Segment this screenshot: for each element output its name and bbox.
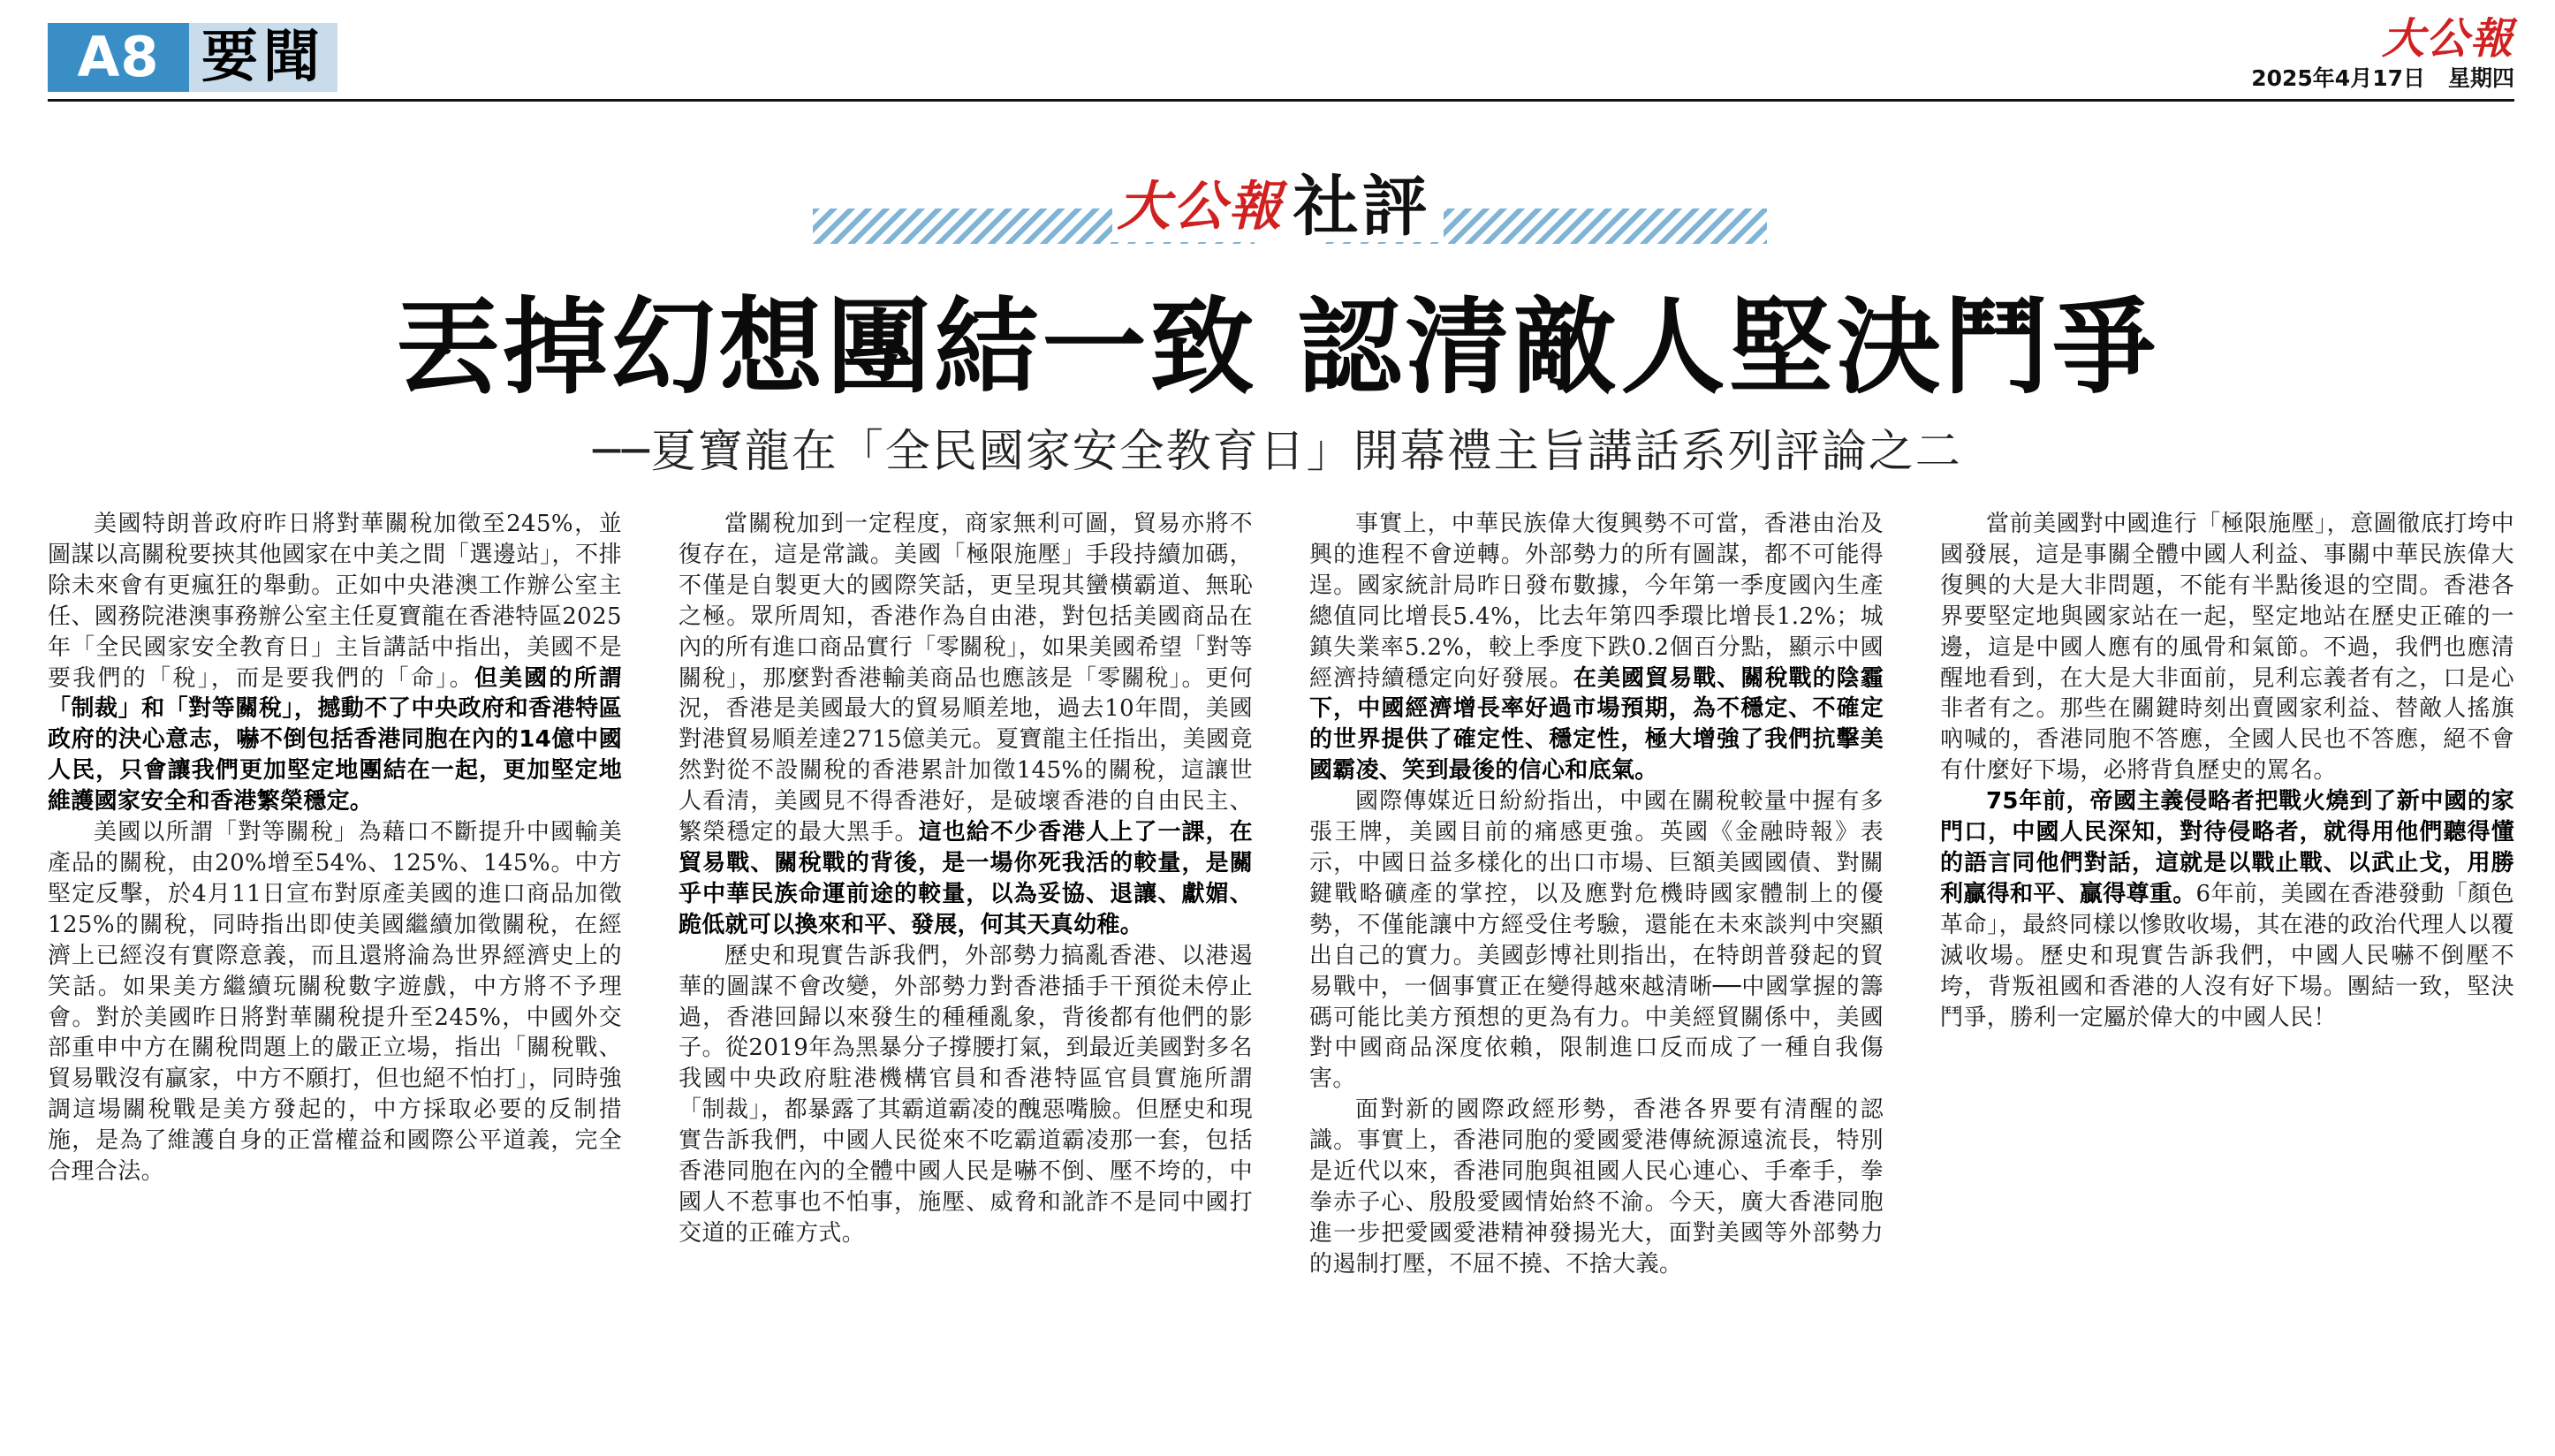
paragraph-9: 75年前，帝國主義侵略者把戰火燒到了新中國的家門口，中國人民深知，對待侵略者，就得用他們聽得懂的語言同他們對話，這就是以戰止戰、以武止戈，用勝利贏得和平、贏得尊重。6年前，美國在香港發動「顏色革命」，最終同樣以慘敗收場，其在港的政治代理人以覆滅收場。歷史和現實告訴我們，中國人民嚇不倒壓不垮，背叛祖國和香港的人沒有好下場。團結一致，堅決鬥爭，勝利一定屬於偉大的中國人民！ [1940, 788, 2514, 1031]
editorial-logo: 大公報 [1112, 171, 1290, 242]
paragraph-4: 歷史和現實告訴我們，外部勢力搞亂香港、以港遏華的圖謀不會改變，外部勢力對香港插手干預從未停止過，香港回歸以來發生的種種亂象，背後都有他們的影子。從2019年為黑暴分子撐腰打氣，到最近美國對多名我國中央政府駐港機構官員和香港特區官員實施所謂「制裁」，都暴露了其霸道霸凌的醜惡嘴臉。但歷史和現實告訴我們，中國人民從來不吃霸道霸凌那一套，包括香港同胞在內的全體中國人民是嚇不倒、壓不垮的，中國人不惹事也不怕事，施壓、威脅和訛詐不是同中國打交道的正確方式。 [679, 942, 1253, 1247]
issue-date: 2025年4月17日 [2251, 65, 2425, 91]
paragraph-5: 事實上，中華民族偉大復興勢不可當，香港由治及興的進程不會逆轉。外部勢力的所有圖謀，都不可能得逞。國家統計局昨日發布數據，今年第一季度國內生產總值同比增長5.4%，比去年第四季環比增長1.2%；城鎮失業率5.2%，較上季度下跌0.2個百分點，顯示中國經濟持續穩定向好發展。在美國貿易戰、關稅戰的陰霾下，中國經濟增長率好過市場預期，為不穩定、不確定的世界提供了確定性、穩定性，極大增強了我們抗擊美國霸凌、笑到最後的信心和底氣。 [1309, 511, 1884, 785]
article-column-4 [1940, 509, 2514, 1444]
issue-date-line [2143, 64, 2514, 94]
article-body [48, 509, 2514, 1444]
header-rule [48, 99, 2514, 102]
paragraph-9-emphasis: 75年前，帝國主義侵略者把戰火燒到了新中國的家門口，中國人民深知，對待侵略者，就得用他們聽得懂的語言同他們對話，這就是以戰止戰、以武止戈，用勝利贏得和平、贏得尊重。 [1940, 788, 2514, 907]
masthead [2143, 14, 2514, 94]
editorial-column-name: 社評 [1290, 171, 1444, 242]
paragraph-3-emphasis: 這也給不少香港人上了一課，在貿易戰、關稅戰的背後，是一場你死我活的較量，是關乎中華民族命運前途的較量，以為妥協、退讓、獻媚、跪低就可以換來和平、發展，何其天真幼稚。 [679, 819, 1253, 938]
paragraph-1-emphasis: 但美國的所謂「制裁」和「對等關稅」，撼動不了中央政府和香港特區政府的決心意志，嚇不倒包括香港同胞在內的14億中國人民，只會讓我們更加堅定地團結在一起，更加堅定地維護國家安全和香港繁榮穩定。 [48, 664, 622, 815]
paragraph-1: 美國特朗普政府昨日將對華關稅加徵至245%，並圖謀以高關稅要挾其他國家在中美之間「選邊站」，不排除未來會有更瘋狂的舉動。正如中央港澳工作辦公室主任、國務院港澳事務辦公室主任夏寶龍在香港特區2025年「全民國家安全教育日」主旨講話中指出，美國不是要我們的「稅」，而是要我們的「命」。但美國的所謂「制裁」和「對等關稅」，撼動不了中央政府和香港特區政府的決心意志，嚇不倒包括香港同胞在內的14億中國人民，只會讓我們更加堅定地團結在一起，更加堅定地維護國家安全和香港繁榮穩定。 [48, 511, 622, 815]
section-label: 要聞 [189, 23, 337, 92]
paragraph-7: 面對新的國際政經形勢，香港各界要有清醒的認識。事實上，香港同胞的愛國愛港傳統源遠流長，特別是近代以來，香港同胞與祖國人民心連心、手牽手，拳拳赤子心、殷殷愛國情始終不渝。今天，廣大香港同胞進一步把愛國愛港精神發揚光大，面對美國等外部勢力的遏制打壓，不屈不撓、不捨大義。 [1309, 1096, 1884, 1278]
editorial-column-head [0, 171, 2555, 260]
headline: 丟掉幻想團結一致 認清敵人堅決鬥爭 [395, 285, 2160, 408]
subheadline: ──夏寶龍在「全民國家安全教育日」開幕禮主旨講話系列評論之二 [593, 426, 1962, 478]
paragraph-2: 美國以所謂「對等關稅」為藉口不斷提升中國輸美產品的關稅，由20%增至54%、125%、145%。中方堅定反擊，於4月11日宣布對原產美國的進口商品加徵125%的關稅，同時指出即使美國繼續加徵關稅，在經濟上已經沒有實際意義，而且還將淪為世界經濟史上的笑話。如果美方繼續玩關稅數字遊戲，中方將不予理會。對於美國昨日將對華關稅提升至245%，中國外交部重申中方在關稅問題上的嚴正立場，指出「關稅戰、貿易戰沒有贏家，中方不願打，但也絕不怕打」，同時強調這場關稅戰是美方發起的，中方採取必要的反制措施，是為了維護自身的正當權益和國際公平道義，完全合理合法。 [48, 819, 622, 1186]
newspaper-logo: 大公報 [2381, 14, 2514, 64]
paragraph-6: 國際傳媒近日紛紛指出，中國在關稅較量中握有多張王牌，美國目前的痛感更強。英國《金融時報》表示，中國日益多樣化的出口市場、巨額美國國債、對關鍵戰略礦產的掌控，以及應對危機時國家體制上的優勢，不僅能讓中方經受住考驗，還能在未來談判中突顯出自己的實力。美國彭博社則指出，在特朗普發起的貿易戰中，一個事實正在變得越來越清晰──中國掌握的籌碼可能比美方預想的更為有力。中美經貿關係中，美國對中國商品深度依賴，限制進口反而成了一種自我傷害。 [1309, 788, 1884, 1093]
article-column-2 [679, 509, 1253, 1444]
page-number-tag: A8 [48, 23, 189, 92]
paragraph-8: 當前美國對中國進行「極限施壓」，意圖徹底打垮中國發展，這是事關全體中國人利益、事關中華民族偉大復興的大是大非問題，不能有半點後退的空間。香港各界要堅定地與國家站在一起，堅定地站在歷史正確的一邊，這是中國人應有的風骨和氣節。不過，我們也應清醒地看到，在大是大非面前，見利忘義者有之，口是心非者有之。那些在關鍵時刻出賣國家利益、替敵人搖旗吶喊的，香港同胞不答應，全國人民也不答應，絕不會有什麼好下場，必將背負歷史的罵名。 [1940, 511, 2514, 785]
article-column-1 [48, 509, 622, 1444]
article-column-3 [1309, 509, 1884, 1444]
issue-weekday: 星期四 [2447, 65, 2514, 91]
paragraph-3: 當關稅加到一定程度，商家無利可圖，貿易亦將不復存在，這是常識。美國「極限施壓」手段持續加碼，不僅是自製更大的國際笑話，更呈現其蠻橫霸道、無恥之極。眾所周知，香港作為自由港，對包括美國商品在內的所有進口商品實行「零關稅」，如果美國希望「對等關稅」，那麼對香港輸美商品也應該是「零關稅」。更何況，香港是美國最大的貿易順差地，過去10年間，美國對港貿易順差達2715億美元。夏寶龍主任指出，美國竟然對從不設關稅的香港累計加徵145%的關稅，這讓世人看清，美國見不得香港好，是破壞香港的自由民主、繁榮穩定的最大黑手。這也給不少香港人上了一課，在貿易戰、關稅戰的背後，是一場你死我活的較量，是關乎中華民族命運前途的較量，以為妥協、退讓、獻媚、跪低就可以換來和平、發展，何其天真幼稚。 [679, 511, 1253, 938]
paragraph-5-emphasis: 在美國貿易戰、關稅戰的陰霾下，中國經濟增長率好過市場預期，為不穩定、不確定的世界提供了確定性、穩定性，極大增強了我們抗擊美國霸凌、笑到最後的信心和底氣。 [1309, 664, 1884, 785]
